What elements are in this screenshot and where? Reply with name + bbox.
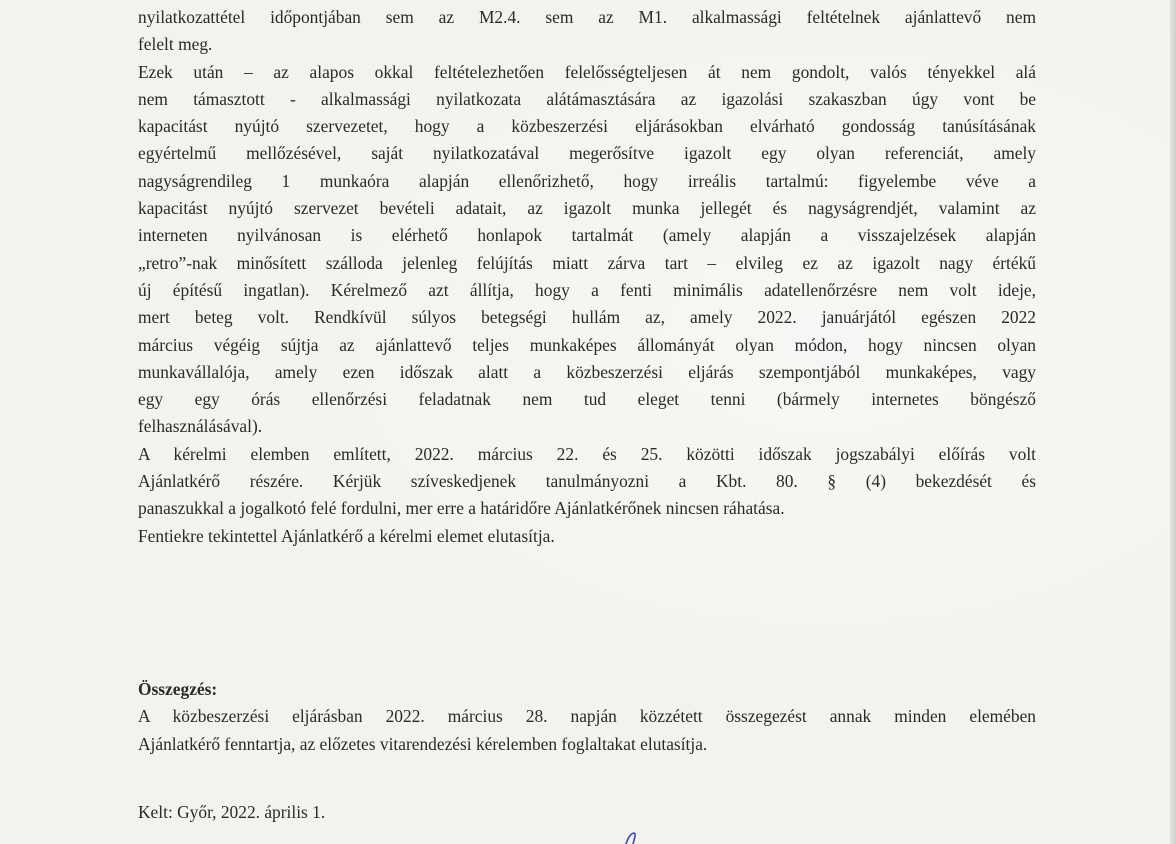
summary-heading: Összegzés:	[138, 679, 218, 699]
text-line: felhasználásával).	[138, 416, 263, 437]
text-line: Ezek után – az alapos okkal feltételezhetően felelősségteljesen át nem gondolt, valós tényekkel alá	[138, 61, 1036, 82]
text-line: nagyságrendileg 1 munkaóra alapján ellenőrizhető, hogy irreális tartalmú: figyelembe véve a	[138, 170, 1036, 191]
text-line: munkavállalója, amely ezen időszak alatt a közbeszerzési eljárás szempontjából munkaképes, vagy	[138, 361, 1036, 382]
paragraph-1	[138, 4, 1036, 59]
text-line: mert beteg volt. Rendkívül súlyos betegségi hullám az, amely 2022. januárjától egészen 2022	[138, 307, 1036, 328]
summary-section	[138, 676, 1036, 758]
dateline-wrapper	[138, 799, 1036, 826]
text-line: panaszukkal a jogalkotó felé fordulni, mer erre a határidőre Ajánlatkérőnek nincsen ráhatása.	[138, 498, 785, 519]
text-line: kapacitást nyújtó szervezetet, hogy a közbeszerzési eljárásokban elvárható gondosság tanúsításának	[138, 116, 1036, 137]
text-line: A közbeszerzési eljárásban 2022. március 28. napján közzétett összegezést annak minden elemében	[138, 706, 1036, 727]
text-line: nyilatkozattétel időpontjában sem az M2.4. sem az M1. alkalmassági feltételnek ajánlattevő nem	[138, 7, 1036, 27]
text-line: felelt meg.	[138, 34, 213, 55]
text-line: „retro”-nak minősített szálloda jelenleg felújítás miatt zárva tart – elvileg ez az igazolt nagy értékű	[138, 252, 1036, 273]
summary-paragraph	[138, 703, 1036, 758]
text-line: Fentiekre tekintettel Ajánlatkérő a kérelmi elemet elutasítja.	[138, 525, 555, 546]
document-body	[138, 4, 1036, 550]
signature-stroke-icon	[616, 832, 656, 844]
text-line: interneten nyilvánosan is elérhető honlapok tartalmát (amely alapján a visszajelzések alapján	[138, 225, 1036, 246]
text-line: kapacitást nyújtó szervezet bevételi adatait, az igazolt munka jellegét és nagyságrendjét, valamint az	[138, 198, 1036, 219]
text-line: új építésű ingatlan). Kérelmező azt állítja, hogy a fenti minimális adatellenőrzésre nem volt ideje,	[138, 279, 1036, 300]
text-line: Ajánlatkérő részére. Kérjük szíveskedjenek tanulmányozni a Kbt. 80. § (4) bekezdését és	[138, 471, 1036, 492]
text-line: Ajánlatkérő fenntartja, az előzetes vitarendezési kérelemben foglaltakat elutasítja.	[138, 733, 708, 754]
paragraph-4	[138, 523, 1036, 550]
text-line: egyértelmű mellőzésével, saját nyilatkozatával megerősítve igazolt egy olyan referenciát, amely	[138, 143, 1036, 164]
text-line: egy egy órás ellenőrzési feladatnak nem tud eleget tenni (bármely internetes böngésző	[138, 389, 1036, 410]
paragraph-3	[138, 441, 1036, 523]
text-line: nem támasztott - alkalmassági nyilatkozata alátámasztására az igazolási szakaszban úgy vont be	[138, 88, 1036, 109]
dateline: Kelt: Győr, 2022. április 1.	[138, 802, 326, 822]
text-line: március végéig sújtja az ajánlattevő teljes munkaképes állományát olyan módon, hogy nincsen olyan	[138, 334, 1036, 355]
dateline-section	[138, 799, 1036, 826]
paragraph-2	[138, 59, 1036, 441]
page-edge-shadow	[1170, 0, 1176, 844]
text-line: A kérelmi elemben említett, 2022. március 22. és 25. közötti időszak jogszabályi előírás volt	[138, 443, 1036, 464]
